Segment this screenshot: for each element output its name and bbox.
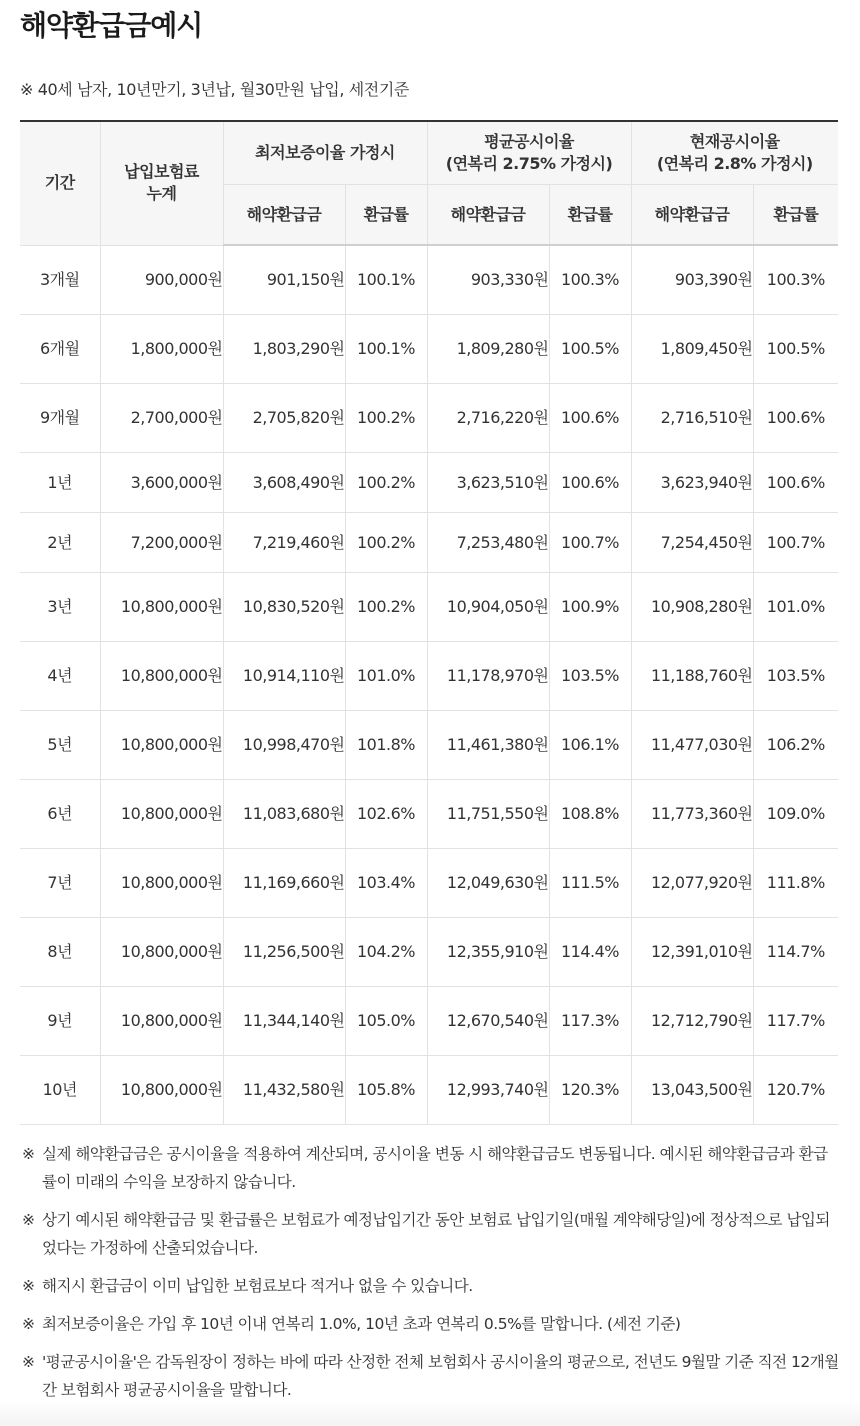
cur-ratio-cell: 100.3%	[753, 245, 838, 315]
min-refund-cell: 11,432,580원	[223, 1056, 345, 1125]
header-min-ratio: 환급률	[345, 185, 427, 246]
avg-ratio-cell: 117.3%	[549, 987, 631, 1056]
premium-cell: 2,700,000원	[100, 384, 223, 453]
min-refund-cell: 10,998,470원	[223, 711, 345, 780]
cur-refund-cell: 12,391,010원	[631, 918, 753, 987]
note-text: '평균공시이율'은 감독원장이 정하는 바에 따라 산정한 전체 보험회사 공시이율의 평균으로, 전년도 9월말 기준 직전 12개월간 보험회사 평균공시이율을 말합니다.	[42, 1353, 839, 1399]
period-cell: 7년	[20, 849, 100, 918]
note-mark: ※	[22, 1315, 35, 1333]
min-refund-cell: 11,083,680원	[223, 780, 345, 849]
table-row	[20, 849, 838, 918]
min-ratio-cell: 100.1%	[345, 315, 427, 384]
period-cell: 6년	[20, 780, 100, 849]
table-row	[20, 642, 838, 711]
premium-cell: 10,800,000원	[100, 918, 223, 987]
avg-refund-cell: 7,253,480원	[427, 513, 549, 573]
note-mark: ※	[22, 1145, 35, 1163]
cur-ratio-cell: 100.5%	[753, 315, 838, 384]
min-refund-cell: 1,803,290원	[223, 315, 345, 384]
note-text: 최저보증이율은 가입 후 10년 이내 연복리 1.0%, 10년 초과 연복리 0.5%를 말합니다. (세전 기준)	[42, 1315, 681, 1333]
avg-refund-cell: 11,751,550원	[427, 780, 549, 849]
cur-refund-cell: 11,477,030원	[631, 711, 753, 780]
min-ratio-cell: 100.1%	[345, 245, 427, 315]
period-cell: 9년	[20, 987, 100, 1056]
cur-refund-cell: 11,773,360원	[631, 780, 753, 849]
min-refund-cell: 10,914,110원	[223, 642, 345, 711]
min-ratio-cell: 101.8%	[345, 711, 427, 780]
table-row	[20, 918, 838, 987]
header-current-rate: 현재공시이율 (연복리 2.8% 가정시)	[631, 121, 838, 185]
note-text: 상기 예시된 해약환급금 및 환급률은 보험료가 예정납입기간 동안 보험료 납입기일(매월 계약해당일)에 정상적으로 납입되었다는 가정하에 산출되었습니다.	[42, 1211, 830, 1257]
avg-refund-cell: 11,461,380원	[427, 711, 549, 780]
period-cell: 6개월	[20, 315, 100, 384]
min-ratio-cell: 100.2%	[345, 573, 427, 642]
cur-refund-cell: 3,623,940원	[631, 453, 753, 513]
table-row	[20, 780, 838, 849]
cur-ratio-cell: 109.0%	[753, 780, 838, 849]
table-row	[20, 1056, 838, 1125]
period-cell: 1년	[20, 453, 100, 513]
header-min-refund: 해약환급금	[223, 185, 345, 246]
avg-ratio-cell: 100.6%	[549, 384, 631, 453]
premium-cell: 10,800,000원	[100, 711, 223, 780]
table-row	[20, 987, 838, 1056]
note-item	[22, 1206, 842, 1262]
cur-ratio-cell: 100.7%	[753, 513, 838, 573]
avg-ratio-cell: 106.1%	[549, 711, 631, 780]
cur-ratio-cell: 111.8%	[753, 849, 838, 918]
cur-ratio-cell: 120.7%	[753, 1056, 838, 1125]
min-ratio-cell: 100.2%	[345, 453, 427, 513]
page-title: 해약환급금예시	[20, 9, 203, 42]
period-cell: 2년	[20, 513, 100, 573]
min-ratio-cell: 100.2%	[345, 384, 427, 453]
note-text: 해지시 환급금이 이미 납입한 보험료보다 적거나 없을 수 있습니다.	[42, 1277, 473, 1295]
refund-table	[20, 120, 838, 1125]
avg-refund-cell: 903,330원	[427, 245, 549, 315]
note-item	[22, 1310, 842, 1338]
min-refund-cell: 11,256,500원	[223, 918, 345, 987]
table-row	[20, 315, 838, 384]
avg-refund-cell: 10,904,050원	[427, 573, 549, 642]
min-refund-cell: 7,219,460원	[223, 513, 345, 573]
avg-ratio-cell: 120.3%	[549, 1056, 631, 1125]
premium-cell: 1,800,000원	[100, 315, 223, 384]
min-ratio-cell: 101.0%	[345, 642, 427, 711]
cur-ratio-cell: 114.7%	[753, 918, 838, 987]
note-mark: ※	[22, 1353, 35, 1371]
cur-refund-cell: 2,716,510원	[631, 384, 753, 453]
min-ratio-cell: 100.2%	[345, 513, 427, 573]
header-cur-ratio: 환급률	[753, 185, 838, 246]
cur-ratio-cell: 117.7%	[753, 987, 838, 1056]
avg-refund-cell: 12,049,630원	[427, 849, 549, 918]
cur-refund-cell: 12,077,920원	[631, 849, 753, 918]
period-cell: 10년	[20, 1056, 100, 1125]
min-ratio-cell: 103.4%	[345, 849, 427, 918]
min-refund-cell: 3,608,490원	[223, 453, 345, 513]
bottom-fade	[0, 1400, 860, 1426]
table-row	[20, 711, 838, 780]
note-item	[22, 1348, 842, 1404]
min-refund-cell: 11,169,660원	[223, 849, 345, 918]
period-cell: 3개월	[20, 245, 100, 315]
cur-ratio-cell: 106.2%	[753, 711, 838, 780]
cur-refund-cell: 10,908,280원	[631, 573, 753, 642]
header-min-guarantee-rate: 최저보증이율 가정시	[223, 121, 427, 185]
note-mark: ※	[22, 1211, 35, 1229]
cur-ratio-cell: 100.6%	[753, 384, 838, 453]
cur-ratio-cell: 103.5%	[753, 642, 838, 711]
table-row	[20, 513, 838, 573]
premium-cell: 7,200,000원	[100, 513, 223, 573]
avg-refund-cell: 12,670,540원	[427, 987, 549, 1056]
cur-refund-cell: 12,712,790원	[631, 987, 753, 1056]
min-refund-cell: 901,150원	[223, 245, 345, 315]
premium-cell: 10,800,000원	[100, 1056, 223, 1125]
avg-refund-cell: 2,716,220원	[427, 384, 549, 453]
header-period: 기간	[20, 121, 100, 245]
notes-list	[22, 1140, 842, 1414]
cur-ratio-cell: 100.6%	[753, 453, 838, 513]
min-ratio-cell: 105.8%	[345, 1056, 427, 1125]
premium-cell: 10,800,000원	[100, 573, 223, 642]
header-avg-refund: 해약환급금	[427, 185, 549, 246]
period-cell: 8년	[20, 918, 100, 987]
avg-ratio-cell: 100.9%	[549, 573, 631, 642]
cur-refund-cell: 13,043,500원	[631, 1056, 753, 1125]
refund-table-body	[20, 245, 838, 1125]
premium-cell: 10,800,000원	[100, 642, 223, 711]
table-row	[20, 573, 838, 642]
cur-refund-cell: 903,390원	[631, 245, 753, 315]
min-ratio-cell: 102.6%	[345, 780, 427, 849]
avg-refund-cell: 12,993,740원	[427, 1056, 549, 1125]
period-cell: 9개월	[20, 384, 100, 453]
header-premium-total: 납입보험료 누계	[100, 121, 223, 245]
period-cell: 5년	[20, 711, 100, 780]
header-cur-refund: 해약환급금	[631, 185, 753, 246]
avg-ratio-cell: 100.7%	[549, 513, 631, 573]
avg-refund-cell: 12,355,910원	[427, 918, 549, 987]
avg-ratio-cell: 100.5%	[549, 315, 631, 384]
min-ratio-cell: 104.2%	[345, 918, 427, 987]
header-average-rate: 평균공시이율 (연복리 2.75% 가정시)	[427, 121, 631, 185]
min-refund-cell: 2,705,820원	[223, 384, 345, 453]
cur-refund-cell: 1,809,450원	[631, 315, 753, 384]
table-row	[20, 384, 838, 453]
table-row	[20, 245, 838, 315]
period-cell: 4년	[20, 642, 100, 711]
avg-refund-cell: 3,623,510원	[427, 453, 549, 513]
note-text: 실제 해약환급금은 공시이율을 적용하여 계산되며, 공시이율 변동 시 해약환급금도 변동됩니다. 예시된 해약환급금과 환급률이 미래의 수익을 보장하지 않습니다.	[42, 1145, 828, 1191]
table-row	[20, 453, 838, 513]
premium-cell: 10,800,000원	[100, 987, 223, 1056]
premium-cell: 3,600,000원	[100, 453, 223, 513]
condition-subtitle: ※ 40세 남자, 10년만기, 3년납, 월30만원 납입, 세전기준	[20, 80, 409, 99]
avg-refund-cell: 1,809,280원	[427, 315, 549, 384]
note-mark: ※	[22, 1277, 35, 1295]
note-item	[22, 1272, 842, 1300]
avg-ratio-cell: 103.5%	[549, 642, 631, 711]
cur-ratio-cell: 101.0%	[753, 573, 838, 642]
header-avg-ratio: 환급률	[549, 185, 631, 246]
note-item	[22, 1140, 842, 1196]
min-refund-cell: 10,830,520원	[223, 573, 345, 642]
avg-refund-cell: 11,178,970원	[427, 642, 549, 711]
cur-refund-cell: 11,188,760원	[631, 642, 753, 711]
premium-cell: 900,000원	[100, 245, 223, 315]
avg-ratio-cell: 108.8%	[549, 780, 631, 849]
avg-ratio-cell: 114.4%	[549, 918, 631, 987]
premium-cell: 10,800,000원	[100, 849, 223, 918]
min-ratio-cell: 105.0%	[345, 987, 427, 1056]
avg-ratio-cell: 100.6%	[549, 453, 631, 513]
avg-ratio-cell: 111.5%	[549, 849, 631, 918]
premium-cell: 10,800,000원	[100, 780, 223, 849]
cur-refund-cell: 7,254,450원	[631, 513, 753, 573]
period-cell: 3년	[20, 573, 100, 642]
min-refund-cell: 11,344,140원	[223, 987, 345, 1056]
avg-ratio-cell: 100.3%	[549, 245, 631, 315]
